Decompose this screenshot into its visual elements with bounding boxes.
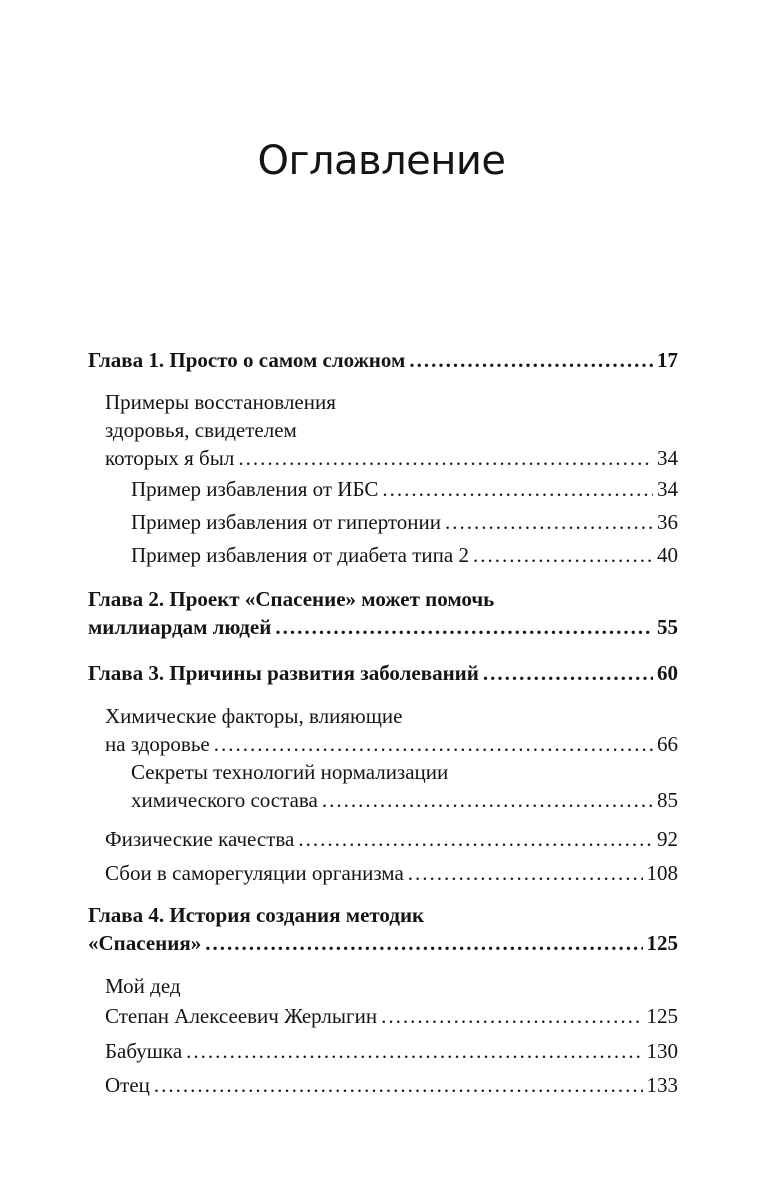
toc-page-number: 108 xyxy=(646,861,678,885)
toc-entry-hypertension[interactable] xyxy=(88,508,678,536)
dot-leader xyxy=(445,508,653,536)
toc-entry-title-line: «Спасения» xyxy=(88,931,202,955)
toc-page-number: 34 xyxy=(657,477,678,501)
dot-leader xyxy=(483,659,653,687)
page-title: Оглавление xyxy=(257,138,506,184)
toc-page-number: 60 xyxy=(657,661,678,685)
toc-entry-father[interactable] xyxy=(88,1071,678,1099)
toc-entry-chapter-1[interactable] xyxy=(88,346,678,374)
dot-leader xyxy=(275,613,653,641)
toc-entry-title-line: Химические факторы, влияющие xyxy=(105,704,403,728)
toc-entry-title-line: Глава 2. Проект «Спасение» может помочь xyxy=(88,587,495,611)
toc-entry-self-regulation[interactable] xyxy=(88,859,678,887)
dot-leader xyxy=(186,1037,642,1065)
dot-leader xyxy=(322,786,653,814)
dot-leader xyxy=(205,929,642,957)
dot-leader xyxy=(381,1001,642,1031)
toc-entry-title-line: Мой дед xyxy=(105,974,181,998)
dot-leader xyxy=(214,730,653,758)
dot-leader xyxy=(238,444,653,472)
toc-page-number: 17 xyxy=(657,348,678,372)
toc-entry-chapter-3[interactable] xyxy=(88,659,678,687)
toc-entry-title-line: Глава 4. История создания методик xyxy=(88,903,425,927)
toc-page-number: 133 xyxy=(646,1073,678,1097)
toc-page-number: 125 xyxy=(646,1004,678,1028)
toc-entry-title: Пример избавления от диабета типа 2 xyxy=(131,543,469,567)
toc-entry-grandmother[interactable] xyxy=(88,1037,678,1065)
toc-entry-title-line: Примеры восстановления xyxy=(105,390,336,414)
toc-entry-title: Физические качества xyxy=(105,827,295,851)
toc-entry-normalization-secrets[interactable] xyxy=(88,758,678,814)
toc-entry-title: Пример избавления от гипертонии xyxy=(131,510,442,534)
toc-entry-ibs[interactable] xyxy=(88,475,678,503)
toc-page-number: 125 xyxy=(646,931,678,955)
toc-entry-title-line: миллиардам людей xyxy=(88,615,272,639)
toc-page-number: 85 xyxy=(657,788,678,812)
dot-leader xyxy=(382,475,653,503)
toc-entry-title: Глава 3. Причины развития заболеваний xyxy=(88,661,479,685)
toc-entry-title: Отец xyxy=(105,1073,150,1097)
toc-page-number: 92 xyxy=(657,827,678,851)
toc-entry-chapter-4[interactable] xyxy=(88,901,678,957)
toc-entry-title-line: химического состава xyxy=(131,788,318,812)
toc-entry-title-line: которых я был xyxy=(105,446,235,470)
toc-entry-title-line: здоровья, свидетелем xyxy=(105,418,297,442)
toc-entry-title-line: на здоровье xyxy=(105,732,210,756)
dot-leader xyxy=(298,825,653,853)
toc-entry-grandfather[interactable] xyxy=(88,971,678,1031)
toc-entry-title: Бабушка xyxy=(105,1039,183,1063)
dot-leader xyxy=(154,1071,643,1099)
toc-entry-title: Глава 1. Просто о самом сложном xyxy=(88,348,406,372)
toc-entry-chapter-2[interactable] xyxy=(88,585,678,641)
toc-page-number: 36 xyxy=(657,510,678,534)
toc-page-number: 55 xyxy=(657,615,678,639)
dot-leader xyxy=(408,859,643,887)
toc-page-number: 40 xyxy=(657,543,678,567)
toc-entry-chemical-factors[interactable] xyxy=(88,702,678,758)
toc-entry-diabetes[interactable] xyxy=(88,541,678,569)
dot-leader xyxy=(473,541,653,569)
toc-entry-physical-qualities[interactable] xyxy=(88,825,678,853)
toc-page-number: 34 xyxy=(657,446,678,470)
toc-entry-title-line: Степан Алексеевич Жерлыгин xyxy=(105,1004,378,1028)
toc-entry-title: Пример избавления от ИБС xyxy=(131,477,379,501)
table-of-contents xyxy=(88,346,678,1099)
dot-leader xyxy=(409,346,653,374)
toc-page-number: 130 xyxy=(646,1039,678,1063)
toc-entry-recovery-examples[interactable] xyxy=(88,388,678,472)
toc-page-number: 66 xyxy=(657,732,678,756)
toc-entry-title-line: Секреты технологий нормализации xyxy=(131,760,449,784)
toc-entry-title: Сбои в саморегуляции организма xyxy=(105,861,404,885)
